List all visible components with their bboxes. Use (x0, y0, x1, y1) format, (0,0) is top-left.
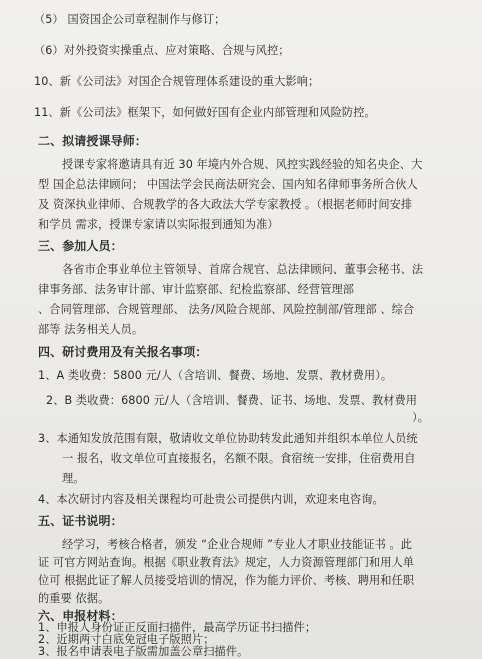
paragraph-line: 理。 (62, 472, 85, 485)
paragraph-line: 的重要 依据。 (38, 592, 110, 605)
fee-b-line: 2、B 类收费：6800 元/人（含培训、餐费、证书、场地、发票、教材费用 (46, 394, 418, 407)
paragraph-line: 型 国企总法律顾问； 中国法学会民商法研究会、国内知名律师事务所合伙人 (38, 178, 418, 191)
fee-b-line-end: ）。 (412, 411, 429, 424)
list-item: 1、申报人身份证正反面扫描件，最高学历证书扫描件； (38, 621, 317, 635)
section-heading: 四、研讨费用及有关报名事项： (38, 345, 208, 359)
list-item: （6）对外投资实操重点、应对策略、合规与风控； (34, 44, 290, 57)
list-item: 2、近期两寸白底免冠电子版照片； (38, 633, 215, 647)
paragraph-line: 经学习，考核合格者，颁发 “企业合规师 ”专业人才职业技能证书 。此 (62, 538, 413, 551)
paragraph-line: 3、本通知发放范围有限，敬请收文单位协助转发此通知并组织本单位人员统 (38, 432, 418, 445)
paragraph-line: 和学员 需求，授课专家请以实际报到通知为准） (38, 218, 279, 231)
paragraph-line: 位可 根据此证了解人员接受培训的情况，作为能力评价、考核、聘用和任职 (38, 574, 415, 587)
list-item: （5） 国资国企公司章程制作与修订； (34, 13, 226, 26)
paragraph-line: 律事务部、法务审计部、审计监察部、纪检监察部、经营管理部 (38, 283, 355, 296)
paragraph-line: 部等 法务相关人员。 (38, 323, 144, 336)
section-heading: 二、拟请授课导师： (38, 134, 147, 148)
list-item: 3、报名申请表电子版需加盖公章扫描件。 (38, 645, 249, 658)
section-heading: 六、申报材料： (38, 608, 123, 623)
paragraph-line: 证 可官方网站查询。根据《职业教育法》规定，人力资源管理部门和用人单 (38, 556, 415, 569)
section-heading: 三、参加人员： (38, 239, 123, 253)
paragraph-line: 各省市企事业单位主管领导、首席合规官、总法律顾问、董事会秘书、法 (62, 263, 424, 276)
paragraph-line: 一 报名，收文单位可直接报名，名额不限。食宿统一安排，住宿费用自 (62, 452, 416, 465)
fee-a-line: 1、A 类收费：5800 元/人（含培训、餐费、场地、发票、教材费用）。 (38, 369, 393, 382)
paragraph-line: 4、本次研讨内容及相关课程均可赴贵公司提供内训，欢迎来电咨询。 (38, 493, 384, 506)
paragraph-line: 、合同管理部、合规管理部、 法务/风险合规部、风险控制部/管理部 、综合 (38, 303, 415, 316)
paragraph-line: 及 资深执业律师、合规教学的各大政法大学专家教授 。（根据老师时间安排 (38, 198, 413, 211)
list-item: 11、新《公司法》框架下，如何做好国有企业内部管理和风险防控。 (34, 106, 376, 119)
paragraph-line: 授课专家将邀请具有近 30 年境内外合规、风控实践经验的知名央企、大 (62, 158, 423, 171)
section-heading: 五、证书说明： (38, 514, 123, 528)
list-item: 10、新《公司法》对国企合规管理体系建设的重大影响； (34, 75, 320, 88)
